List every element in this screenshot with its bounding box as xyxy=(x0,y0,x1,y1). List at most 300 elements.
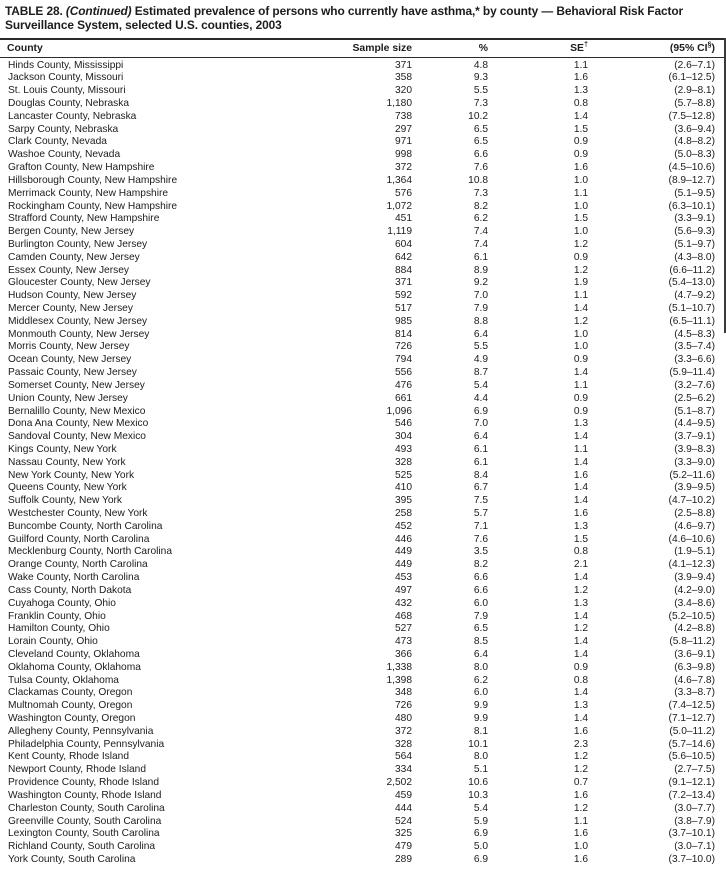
table-row xyxy=(0,482,726,495)
cell-n: 446 xyxy=(395,533,412,545)
cell-county: Cass County, North Dakota xyxy=(8,584,132,596)
cell-se: 1.3 xyxy=(573,418,588,430)
table-title-continued: (Continued) xyxy=(65,4,132,18)
table-title-line1 xyxy=(5,4,724,18)
cell-n: 971 xyxy=(395,136,412,148)
cell-ci: (5.6–10.5) xyxy=(668,751,715,763)
table-row xyxy=(0,277,726,290)
cell-county: York County, South Carolina xyxy=(8,853,136,865)
cell-se: 1.6 xyxy=(573,469,588,481)
table-row xyxy=(0,751,726,764)
cell-pct: 7.3 xyxy=(473,187,488,199)
table-row xyxy=(0,367,726,380)
cell-se: 1.4 xyxy=(573,495,588,507)
cell-pct: 9.9 xyxy=(473,700,488,712)
cell-se: 1.5 xyxy=(573,123,588,135)
table-row xyxy=(0,713,726,726)
cell-pct: 7.9 xyxy=(473,610,488,622)
table-row xyxy=(0,828,726,841)
cell-ci: (5.0–11.2) xyxy=(669,725,715,737)
cell-pct: 8.0 xyxy=(473,751,488,763)
cell-n: 794 xyxy=(395,354,412,366)
table-row xyxy=(0,534,726,547)
cell-ci: (5.8–11.2) xyxy=(669,636,715,648)
cell-n: 410 xyxy=(395,482,412,494)
cell-ci: (8.9–12.7) xyxy=(668,174,715,186)
cell-county: Lancaster County, Nebraska xyxy=(8,110,137,122)
cell-n: 1,119 xyxy=(387,226,412,238)
cell-pct: 9.9 xyxy=(473,713,488,725)
table-row xyxy=(0,764,726,777)
cell-ci: (7.1–12.7) xyxy=(668,713,715,725)
cell-ci: (4.6–9.7) xyxy=(674,520,715,532)
cell-se: 1.2 xyxy=(573,623,588,635)
cell-n: 432 xyxy=(395,597,412,609)
cell-county: Lorain County, Ohio xyxy=(8,636,98,648)
cell-se: 1.4 xyxy=(573,110,588,122)
cell-se: 1.4 xyxy=(573,303,588,315)
cell-pct: 6.2 xyxy=(473,213,488,225)
cell-county: Newport County, Rhode Island xyxy=(8,764,146,776)
cell-county: Ocean County, New Jersey xyxy=(8,354,132,366)
cell-county: Rockingham County, New Hampshire xyxy=(8,200,178,212)
cell-n: 1,096 xyxy=(386,405,412,417)
cell-ci: (5.1–8.7) xyxy=(674,405,715,417)
cell-county: Greenville County, South Carolina xyxy=(8,815,162,827)
cell-county: Lexington County, South Carolina xyxy=(8,828,160,840)
table-row xyxy=(0,444,726,457)
cell-ci: (2.5–6.2) xyxy=(674,392,715,404)
cell-pct: 6.5 xyxy=(473,623,488,635)
cell-se: 1.4 xyxy=(573,687,588,699)
cell-se: 1.6 xyxy=(573,828,588,840)
cell-ci: (4.5–10.6) xyxy=(668,162,715,174)
cell-n: 814 xyxy=(395,328,412,340)
cell-se: 1.3 xyxy=(573,85,588,97)
cell-n: 289 xyxy=(395,853,412,865)
cell-county: Mecklenburg County, North Carolina xyxy=(8,546,173,558)
cell-ci: (4.7–9.2) xyxy=(674,290,715,302)
cell-se: 1.4 xyxy=(573,431,588,443)
cell-pct: 6.5 xyxy=(473,123,488,135)
cell-county: Allegheny County, Pennsylvania xyxy=(8,725,154,737)
cell-pct: 4.8 xyxy=(473,59,488,71)
cell-se: 1.2 xyxy=(573,751,588,763)
cell-pct: 6.0 xyxy=(473,687,488,699)
table-row xyxy=(0,777,726,790)
table-row xyxy=(0,98,726,111)
cell-se: 0.9 xyxy=(573,354,588,366)
cell-n: 371 xyxy=(395,277,412,289)
table-row xyxy=(0,495,726,508)
cell-n: 480 xyxy=(395,713,412,725)
cell-county: Somerset County, New Jersey xyxy=(8,379,145,391)
cell-n: 493 xyxy=(395,443,412,455)
cell-se: 1.2 xyxy=(573,264,588,276)
cell-county: Kings County, New York xyxy=(8,443,117,455)
cell-county: Wake County, North Carolina xyxy=(8,572,140,584)
col-header-sample-size: Sample size xyxy=(352,42,412,54)
cell-n: 525 xyxy=(395,469,412,481)
table-row xyxy=(0,418,726,431)
cell-county: Hinds County, Mississippi xyxy=(8,59,124,71)
cell-ci: (4.1–12.3) xyxy=(668,559,715,571)
cell-n: 517 xyxy=(395,303,412,315)
cell-county: Camden County, New Jersey xyxy=(8,251,140,263)
cell-se: 1.4 xyxy=(573,482,588,494)
table-row xyxy=(0,508,726,521)
cell-ci: (4.7–10.2) xyxy=(668,495,715,507)
cell-se: 1.2 xyxy=(573,238,588,250)
asthma-prevalence-table xyxy=(0,38,726,867)
cell-pct: 5.4 xyxy=(473,802,488,814)
cell-n: 449 xyxy=(395,546,412,558)
cell-ci: (5.9–11.4) xyxy=(669,367,715,379)
cell-ci: (7.4–12.5) xyxy=(668,700,715,712)
cell-ci: (3.7–9.1) xyxy=(674,431,715,443)
table-row xyxy=(0,290,726,303)
cell-n: 726 xyxy=(395,700,412,712)
cell-se: 1.0 xyxy=(573,174,588,186)
cell-pct: 4.4 xyxy=(473,392,488,404)
cell-se: 0.9 xyxy=(573,149,588,161)
table-row xyxy=(0,611,726,624)
cell-n: 2,502 xyxy=(386,777,412,789)
cell-ci: (3.2–7.6) xyxy=(674,379,715,391)
table-row xyxy=(0,726,726,739)
cell-n: 726 xyxy=(395,341,412,353)
table-title-rest: Estimated prevalence of persons who currently have asthma,* by county — Behavioral Risk Factor xyxy=(131,4,684,18)
cell-n: 452 xyxy=(395,520,412,532)
cell-county: Cuyahoga County, Ohio xyxy=(8,597,116,609)
cell-se: 0.9 xyxy=(573,661,588,673)
cell-ci: (4.3–8.0) xyxy=(674,251,715,263)
table-row xyxy=(0,329,726,342)
cell-pct: 3.5 xyxy=(473,546,488,558)
table-row xyxy=(0,341,726,354)
cell-county: Queens County, New York xyxy=(8,482,127,494)
table-row xyxy=(0,162,726,175)
cell-pct: 8.5 xyxy=(473,636,488,648)
cell-ci: (3.9–8.3) xyxy=(674,443,715,455)
table-row xyxy=(0,841,726,854)
cell-pct: 8.1 xyxy=(473,725,488,737)
cell-ci: (4.6–7.8) xyxy=(674,674,715,686)
col-header-se: SE† xyxy=(570,39,588,54)
table-row xyxy=(0,790,726,803)
cell-county: Multnomah County, Oregon xyxy=(8,700,133,712)
cell-se: 1.1 xyxy=(573,379,588,391)
cell-pct: 6.9 xyxy=(473,405,488,417)
cell-pct: 6.9 xyxy=(473,853,488,865)
cell-county: Westchester County, New York xyxy=(8,508,148,520)
cell-se: 1.4 xyxy=(573,648,588,660)
cell-pct: 6.4 xyxy=(473,431,488,443)
cell-county: Bernalillo County, New Mexico xyxy=(8,405,146,417)
cell-se: 1.2 xyxy=(573,764,588,776)
cell-ci: (2.5–8.8) xyxy=(674,508,715,520)
table-row xyxy=(0,380,726,393)
cell-county: Sarpy County, Nebraska xyxy=(8,123,119,135)
cell-pct: 6.2 xyxy=(473,674,488,686)
table-row xyxy=(0,393,726,406)
cell-se: 1.1 xyxy=(573,59,588,71)
table-row xyxy=(0,662,726,675)
table-row xyxy=(0,546,726,559)
cell-county: Buncombe County, North Carolina xyxy=(8,520,163,532)
cell-ci: (3.0–7.1) xyxy=(674,841,715,853)
cell-ci: (3.6–9.4) xyxy=(674,123,715,135)
cell-ci: (3.7–10.1) xyxy=(668,828,715,840)
cell-se: 0.9 xyxy=(573,405,588,417)
table-row xyxy=(0,175,726,188)
cell-pct: 8.9 xyxy=(473,264,488,276)
cell-se: 1.5 xyxy=(573,213,588,225)
cell-n: 476 xyxy=(395,379,412,391)
cell-pct: 10.1 xyxy=(468,738,488,750)
table-row xyxy=(0,265,726,278)
cell-se: 1.6 xyxy=(573,72,588,84)
cell-pct: 4.9 xyxy=(473,354,488,366)
cell-ci: (4.4–9.5) xyxy=(674,418,715,430)
cell-county: Essex County, New Jersey xyxy=(8,264,129,276)
cell-county: St. Louis County, Missouri xyxy=(8,85,126,97)
cell-county: Washington County, Oregon xyxy=(8,713,136,725)
cell-n: 371 xyxy=(395,59,412,71)
cell-county: Gloucester County, New Jersey xyxy=(8,277,151,289)
cell-n: 642 xyxy=(395,251,412,263)
cell-county: Hillsborough County, New Hampshire xyxy=(8,174,178,186)
cell-se: 1.4 xyxy=(573,572,588,584)
cell-se: 1.2 xyxy=(573,315,588,327)
cell-pct: 8.2 xyxy=(473,559,488,571)
table-row xyxy=(0,559,726,572)
cell-pct: 6.9 xyxy=(473,828,488,840)
cell-ci: (3.3–9.0) xyxy=(674,456,715,468)
cell-county: Hudson County, New Jersey xyxy=(8,290,137,302)
cell-se: 1.6 xyxy=(573,789,588,801)
cell-pct: 7.5 xyxy=(473,495,488,507)
cell-pct: 6.5 xyxy=(473,136,488,148)
cell-ci: (6.6–11.2) xyxy=(669,264,715,276)
table-row xyxy=(0,457,726,470)
cell-pct: 7.6 xyxy=(473,162,488,174)
table-row xyxy=(0,649,726,662)
table-row xyxy=(0,739,726,752)
cell-n: 998 xyxy=(395,149,412,161)
cell-n: 328 xyxy=(395,738,412,750)
table-row xyxy=(0,816,726,829)
cell-county: Charleston County, South Carolina xyxy=(8,802,165,814)
cell-n: 479 xyxy=(395,841,412,853)
cell-n: 468 xyxy=(395,610,412,622)
cell-pct: 6.4 xyxy=(473,328,488,340)
cell-pct: 5.5 xyxy=(473,85,488,97)
cell-pct: 7.3 xyxy=(473,98,488,110)
cell-se: 0.8 xyxy=(573,546,588,558)
cell-pct: 6.1 xyxy=(473,456,488,468)
cell-pct: 8.4 xyxy=(473,469,488,481)
cell-ci: (5.6–9.3) xyxy=(674,226,715,238)
cell-county: Grafton County, New Hampshire xyxy=(8,162,155,174)
cell-pct: 5.9 xyxy=(473,815,488,827)
cell-county: New York County, New York xyxy=(8,469,135,481)
cell-se: 0.8 xyxy=(573,674,588,686)
table-row xyxy=(0,572,726,585)
table-row xyxy=(0,201,726,214)
cell-ci: (3.9–9.4) xyxy=(674,572,715,584)
cell-n: 524 xyxy=(395,815,412,827)
cell-n: 985 xyxy=(395,315,412,327)
cell-n: 884 xyxy=(395,264,412,276)
cell-pct: 5.1 xyxy=(473,764,488,776)
cell-ci: (3.0–7.7) xyxy=(674,802,715,814)
cell-ci: (5.1–9.7) xyxy=(674,238,715,250)
table-title-prefix: TABLE 28. xyxy=(5,4,66,18)
cell-se: 1.0 xyxy=(573,226,588,238)
cell-county: Franklin County, Ohio xyxy=(8,610,106,622)
cell-ci: (4.2–8.8) xyxy=(674,623,715,635)
cell-pct: 6.4 xyxy=(473,648,488,660)
cell-pct: 10.8 xyxy=(468,174,488,186)
cell-ci: (5.7–8.8) xyxy=(674,98,715,110)
cell-se: 1.6 xyxy=(573,725,588,737)
cell-ci: (1.9–5.1) xyxy=(674,546,715,558)
cell-pct: 5.4 xyxy=(473,379,488,391)
cell-pct: 6.0 xyxy=(473,597,488,609)
cell-ci: (4.8–8.2) xyxy=(674,136,715,148)
cell-n: 372 xyxy=(395,162,412,174)
cell-county: Orange County, North Carolina xyxy=(8,559,148,571)
cell-ci: (6.3–10.1) xyxy=(668,200,715,212)
cell-county: Nassau County, New York xyxy=(8,456,126,468)
table-header-row xyxy=(0,39,726,58)
cell-pct: 7.0 xyxy=(473,290,488,302)
cell-n: 366 xyxy=(395,648,412,660)
cell-county: Morris County, New Jersey xyxy=(8,341,130,353)
cell-ci: (3.5–7.4) xyxy=(674,341,715,353)
cell-se: 0.7 xyxy=(573,777,588,789)
cell-se: 1.4 xyxy=(573,456,588,468)
cell-county: Bergen County, New Jersey xyxy=(8,226,135,238)
cell-ci: (3.4–8.6) xyxy=(674,597,715,609)
table-row xyxy=(0,136,726,149)
cell-county: Sandoval County, New Mexico xyxy=(8,431,146,443)
cell-county: Passaic County, New Jersey xyxy=(8,367,137,379)
table-row xyxy=(0,687,726,700)
cell-pct: 9.3 xyxy=(473,72,488,84)
cell-ci: (6.1–12.5) xyxy=(668,72,715,84)
cell-pct: 7.1 xyxy=(473,520,488,532)
cell-se: 1.0 xyxy=(573,328,588,340)
cell-pct: 8.0 xyxy=(473,661,488,673)
cell-county: Strafford County, New Hampshire xyxy=(8,213,160,225)
cell-n: 661 xyxy=(395,392,412,404)
cell-county: Dona Ana County, New Mexico xyxy=(8,418,149,430)
cell-se: 1.4 xyxy=(573,713,588,725)
cell-pct: 7.4 xyxy=(473,226,488,238)
cell-county: Cleveland County, Oklahoma xyxy=(8,648,140,660)
cell-pct: 10.3 xyxy=(468,789,488,801)
cell-se: 1.2 xyxy=(573,802,588,814)
cell-ci: (2.9–8.1) xyxy=(674,85,715,97)
cell-ci: (3.3–8.7) xyxy=(674,687,715,699)
cell-n: 372 xyxy=(395,725,412,737)
cell-county: Clackamas County, Oregon xyxy=(8,687,133,699)
cell-pct: 10.2 xyxy=(468,110,488,122)
table-row xyxy=(0,124,726,137)
cell-se: 1.6 xyxy=(573,508,588,520)
cell-county: Washington County, Rhode Island xyxy=(8,789,162,801)
cell-county: Monmouth County, New Jersey xyxy=(8,328,150,340)
cell-n: 564 xyxy=(395,751,412,763)
cell-n: 297 xyxy=(395,123,412,135)
col-header-county: County xyxy=(7,42,43,54)
cell-se: 1.3 xyxy=(573,520,588,532)
cell-pct: 7.6 xyxy=(473,533,488,545)
cell-county: Guilford County, North Carolina xyxy=(8,533,150,545)
table-row xyxy=(0,149,726,162)
cell-pct: 6.1 xyxy=(473,443,488,455)
cell-pct: 6.6 xyxy=(473,572,488,584)
cell-ci: (2.6–7.1) xyxy=(674,59,715,71)
cell-n: 444 xyxy=(395,802,412,814)
col-header-percent: % xyxy=(478,42,488,54)
table-row xyxy=(0,85,726,98)
table-row xyxy=(0,803,726,816)
cell-pct: 6.7 xyxy=(473,482,488,494)
section-footnote-marker: § xyxy=(707,39,712,49)
table-row xyxy=(0,57,726,72)
table-row xyxy=(0,675,726,688)
cell-se: 1.6 xyxy=(573,162,588,174)
cell-n: 1,072 xyxy=(386,200,412,212)
table-row xyxy=(0,188,726,201)
cell-se: 1.1 xyxy=(573,187,588,199)
cell-county: Philadelphia County, Pennsylvania xyxy=(8,738,165,750)
table-row xyxy=(0,431,726,444)
table-row xyxy=(0,521,726,534)
cell-county: Hamilton County, Ohio xyxy=(8,623,110,635)
table-row xyxy=(0,854,726,867)
cell-county: Suffolk County, New York xyxy=(8,495,123,507)
table-row xyxy=(0,252,726,265)
cell-pct: 6.6 xyxy=(473,149,488,161)
cell-se: 2.1 xyxy=(573,559,588,571)
cell-n: 738 xyxy=(395,110,412,122)
table-body xyxy=(0,57,726,867)
cell-n: 1,398 xyxy=(386,674,412,686)
cell-ci: (3.6–9.1) xyxy=(674,648,715,660)
cell-n: 556 xyxy=(395,367,412,379)
cell-county: Oklahoma County, Oklahoma xyxy=(8,661,141,673)
cell-pct: 7.0 xyxy=(473,418,488,430)
cell-n: 258 xyxy=(395,508,412,520)
cell-ci: (4.5–8.3) xyxy=(674,328,715,340)
cell-n: 334 xyxy=(395,764,412,776)
cell-se: 1.3 xyxy=(573,700,588,712)
cell-ci: (5.7–14.6) xyxy=(668,738,715,750)
cell-se: 1.2 xyxy=(573,584,588,596)
cell-n: 459 xyxy=(395,789,412,801)
cell-n: 1,338 xyxy=(386,661,412,673)
cell-ci: (3.9–9.5) xyxy=(674,482,715,494)
cell-ci: (6.5–11.1) xyxy=(669,315,715,327)
cell-ci: (7.2–13.4) xyxy=(668,789,715,801)
cell-n: 592 xyxy=(395,290,412,302)
cell-n: 325 xyxy=(395,828,412,840)
table-row xyxy=(0,239,726,252)
